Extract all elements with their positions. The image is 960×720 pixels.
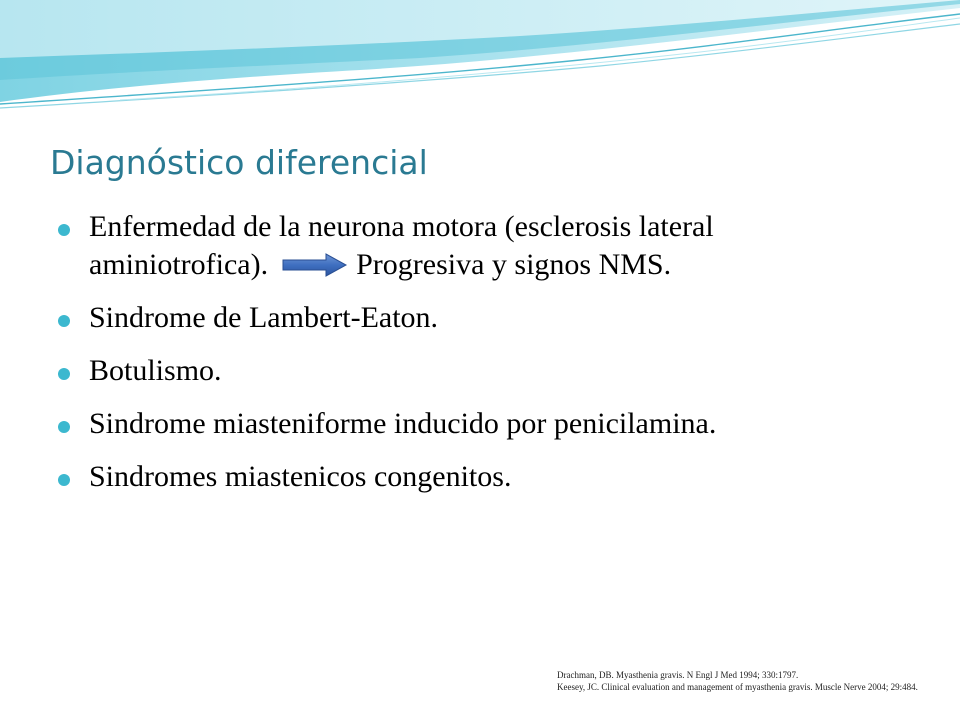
reference-line: Keesey, JC. Clinical evaluation and management of myasthenia gravis. Muscle Nerve 2004; 29:484. [557,682,918,692]
right-arrow-icon [282,252,348,278]
list-item [58,352,918,390]
bullet-icon [58,315,70,327]
reference-line: Drachman, DB. Myasthenia gravis. N Engl J Med 1994; 330:1797. [557,670,799,680]
list-item [58,208,918,284]
bullet-text: Progresiva y signos NMS. [356,248,672,281]
bullet-icon [58,368,70,380]
bullet-text: Sindrome miasteniforme inducido por penicilamina. [89,407,717,440]
references [557,669,957,693]
bullet-icon [58,421,70,433]
bullet-text: Sindromes miastenicos congenitos. [89,460,512,493]
list-item [58,299,918,337]
bullet-text: Enfermedad de la neurona motora (esclerosis lateral [89,210,714,243]
bullet-list [58,208,918,511]
list-item [58,405,918,443]
decorative-wave-header [0,0,960,130]
list-item [58,458,918,496]
bullet-text: aminiotrofica). [89,248,269,281]
slide-title: Diagnóstico diferencial [50,143,428,182]
bullet-icon [58,224,70,236]
bullet-text: Botulismo. [89,354,222,387]
bullet-text: Sindrome de Lambert-Eaton. [89,301,439,334]
bullet-icon [58,474,70,486]
